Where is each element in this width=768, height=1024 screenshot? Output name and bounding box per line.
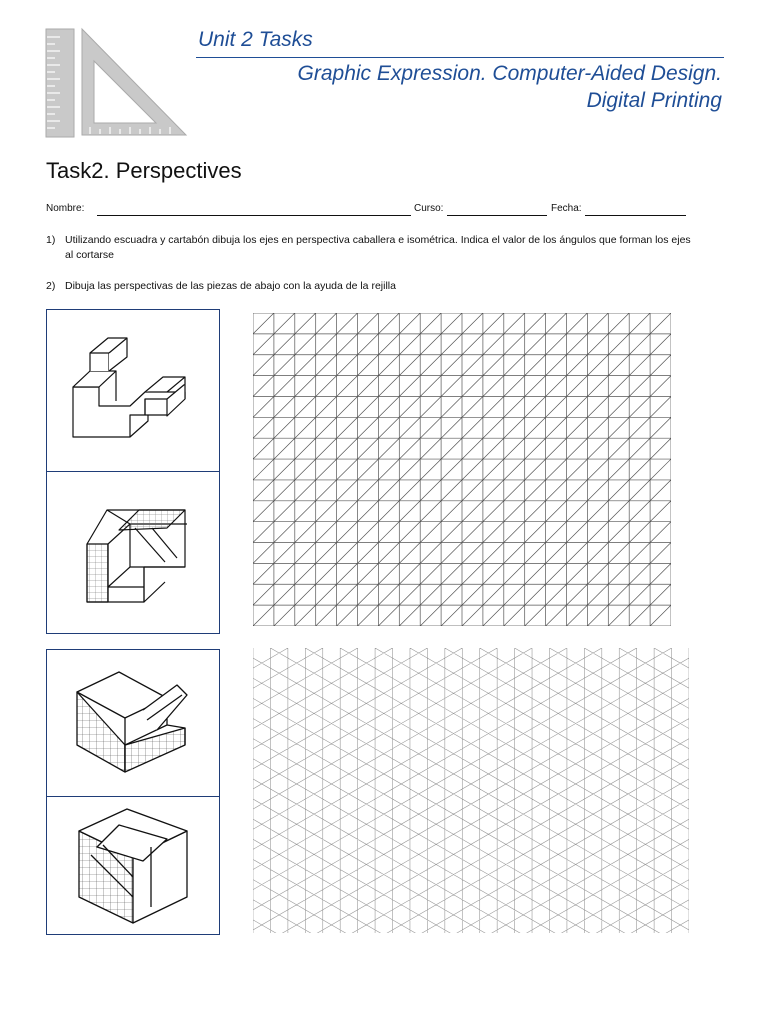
isometric-pieces-panel bbox=[46, 649, 220, 935]
question-number: 1) bbox=[46, 234, 56, 246]
isometric-grid bbox=[253, 648, 689, 933]
question-1 bbox=[46, 233, 696, 265]
task-title: Task2. Perspectives bbox=[46, 158, 242, 183]
nombre-field[interactable] bbox=[97, 215, 411, 216]
fecha-label: Fecha: bbox=[551, 203, 582, 214]
nombre-label: Nombre: bbox=[46, 203, 85, 214]
fecha-field[interactable] bbox=[585, 215, 686, 216]
question-number: 2) bbox=[46, 280, 56, 292]
curso-label: Curso: bbox=[414, 203, 444, 214]
question-text: Utilizando escuadra y cartabón dibuja los ejes en perspectiva caballera e isométrica. Indica el valor de los ángulos que forman los ejes al cortarse bbox=[65, 234, 691, 261]
header-rule bbox=[196, 57, 724, 58]
cavalier-pieces-panel bbox=[46, 309, 220, 634]
unit-title: Unit 2 Tasks bbox=[198, 28, 313, 51]
stepped-block-drawing bbox=[47, 650, 219, 797]
question-2 bbox=[46, 279, 696, 295]
course-title: Graphic Expression. Computer-Aided Design. bbox=[297, 62, 722, 85]
curso-field[interactable] bbox=[447, 215, 547, 216]
question-text: Dibuja las perspectivas de las piezas de abajo con la ayuda de la rejilla bbox=[65, 280, 396, 292]
grid-block-drawing bbox=[47, 472, 219, 634]
set-square-ruler-icon bbox=[44, 27, 190, 139]
l-shape-block-drawing bbox=[47, 310, 219, 472]
square-diagonal-grid bbox=[253, 313, 671, 626]
cube-block-drawing bbox=[47, 797, 219, 935]
student-info-fields bbox=[46, 203, 686, 217]
course-subtitle: Digital Printing bbox=[586, 89, 722, 112]
